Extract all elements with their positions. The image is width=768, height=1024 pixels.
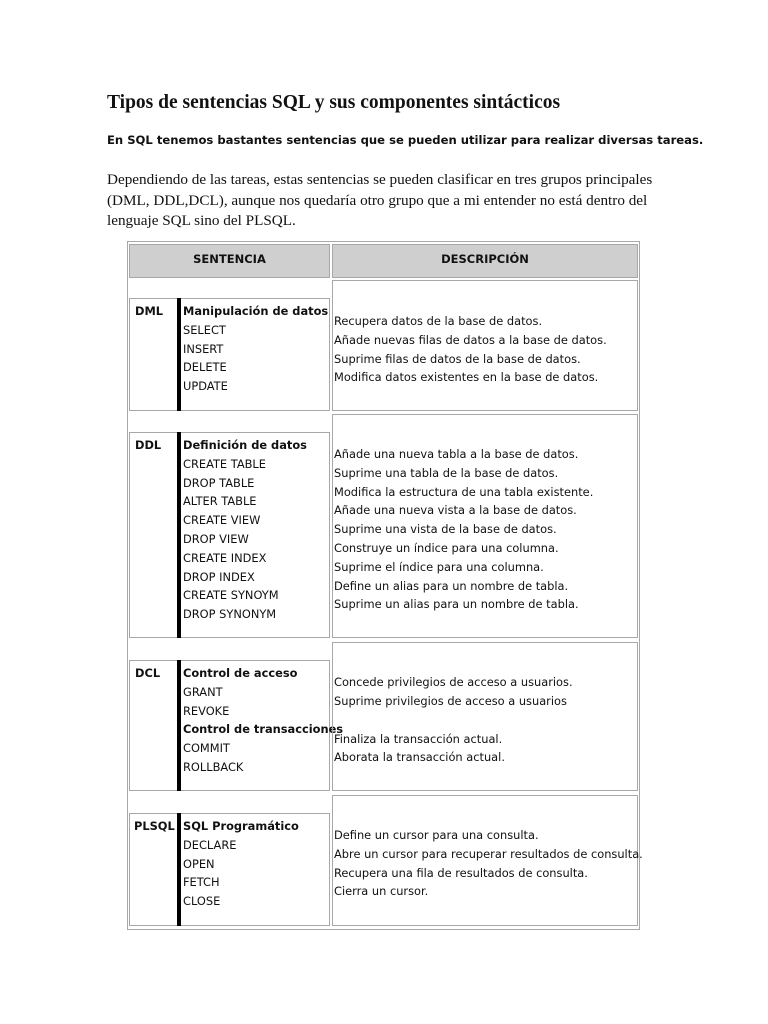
statement-item: CREATE VIEW	[183, 513, 261, 528]
statement-item: SELECT	[183, 322, 226, 337]
statement-item: CREATE TABLE	[183, 456, 266, 471]
intro-paragraph	[107, 170, 667, 232]
plsql-items	[183, 817, 299, 911]
plsql-separator	[177, 813, 181, 926]
description-line: Suprime una vista de la base de datos.	[334, 522, 557, 537]
statement-item: UPDATE	[183, 379, 228, 394]
ddl-separator	[177, 432, 181, 638]
description-line: Construye un índice para una columna.	[334, 540, 559, 555]
statement-item: INSERT	[183, 341, 224, 356]
statement-item: CREATE INDEX	[183, 550, 267, 565]
statement-item: DELETE	[183, 360, 227, 375]
description-line: Añade nuevas filas de datos a la base de datos.	[334, 332, 607, 347]
description-line: Recupera una fila de resultados de consulta.	[334, 865, 588, 880]
ddl-descriptions	[334, 445, 593, 614]
description-line: Modifica datos existentes en la base de datos.	[334, 370, 599, 385]
group-code-plsql: PLSQL	[134, 819, 175, 833]
statement-item: CREATE SYNOYM	[183, 588, 279, 603]
header-descripcion: DESCRIPCIÓN	[332, 244, 638, 278]
statement-item: DROP INDEX	[183, 569, 255, 584]
header-sentencia: SENTENCIA	[129, 244, 330, 278]
plsql-descriptions	[334, 826, 643, 901]
plsql-category: SQL Programático	[183, 819, 299, 833]
description-line: Cierra un cursor.	[334, 884, 429, 899]
description-line: Suprime el índice para una columna.	[334, 559, 544, 574]
group-code-ddl: DDL	[135, 438, 162, 452]
dcl-items	[183, 664, 343, 777]
dml-separator	[177, 298, 181, 411]
statement-item: ROLLBACK	[183, 759, 244, 774]
blank-line	[334, 711, 573, 730]
description-line: Suprime privilegios de acceso a usuarios	[334, 693, 567, 708]
statement-item: COMMIT	[183, 741, 230, 756]
dml-category: Manipulación de datos	[183, 304, 329, 318]
ddl-category: Definición de datos	[183, 438, 307, 452]
statement-item: ALTER TABLE	[183, 494, 257, 509]
statement-item: DROP TABLE	[183, 475, 255, 490]
ddl-items	[183, 436, 307, 624]
intro-line: (DML, DDL,DCL), aunque nos quedaría otro grupo que a mi entender no está dentro del	[107, 191, 648, 209]
description-line: Añade una nueva tabla a la base de datos.	[334, 447, 579, 461]
description-line: Finaliza la transacción actual.	[334, 731, 503, 746]
page-subtitle: En SQL tenemos bastantes sentencias que se pueden utilizar para realizar diversas tareas.	[107, 133, 704, 147]
statement-item: FETCH	[183, 875, 220, 890]
statement-item: CLOSE	[183, 894, 221, 909]
description-line: Concede privilegios de acceso a usuarios.	[334, 675, 573, 689]
intro-line: Dependiendo de las tareas, estas sentencias se pueden clasificar en tres grupos principales	[107, 171, 653, 188]
dcl-category: Control de transacciones	[183, 722, 344, 737]
statement-item: DECLARE	[183, 837, 237, 852]
statement-item: OPEN	[183, 856, 215, 871]
description-line: Suprime un alias para un nombre de tabla.	[334, 597, 579, 612]
group-code-dml: DML	[135, 304, 164, 318]
statement-item: DROP SYNONYM	[183, 607, 277, 622]
intro-line: lenguaje SQL sino del PLSQL.	[107, 212, 296, 229]
description-line: Suprime una tabla de la base de datos.	[334, 465, 559, 480]
dcl-separator	[177, 660, 181, 791]
description-line: Suprime filas de datos de la base de datos.	[334, 351, 581, 366]
description-line: Añade una nueva vista a la base de datos.	[334, 503, 577, 518]
page-title: Tipos de sentencias SQL y sus componentes sintácticos	[107, 92, 561, 113]
description-line: Aborata la transacción actual.	[334, 750, 505, 765]
group-code-dcl: DCL	[135, 666, 161, 680]
statement-item: GRANT	[183, 684, 223, 699]
description-line: Abre un cursor para recuperar resultados de consulta.	[334, 846, 643, 861]
dml-descriptions	[334, 312, 607, 387]
dcl-category: Control de acceso	[183, 666, 298, 680]
description-line: Recupera datos de la base de datos.	[334, 314, 543, 328]
description-line: Define un alias para un nombre de tabla.	[334, 578, 569, 593]
description-line: Modifica la estructura de una tabla existente.	[334, 484, 594, 499]
statement-item: DROP VIEW	[183, 531, 249, 546]
dcl-descriptions	[334, 673, 573, 767]
description-line: Define un cursor para una consulta.	[334, 828, 539, 842]
statement-item: REVOKE	[183, 703, 230, 718]
dml-items	[183, 302, 328, 396]
